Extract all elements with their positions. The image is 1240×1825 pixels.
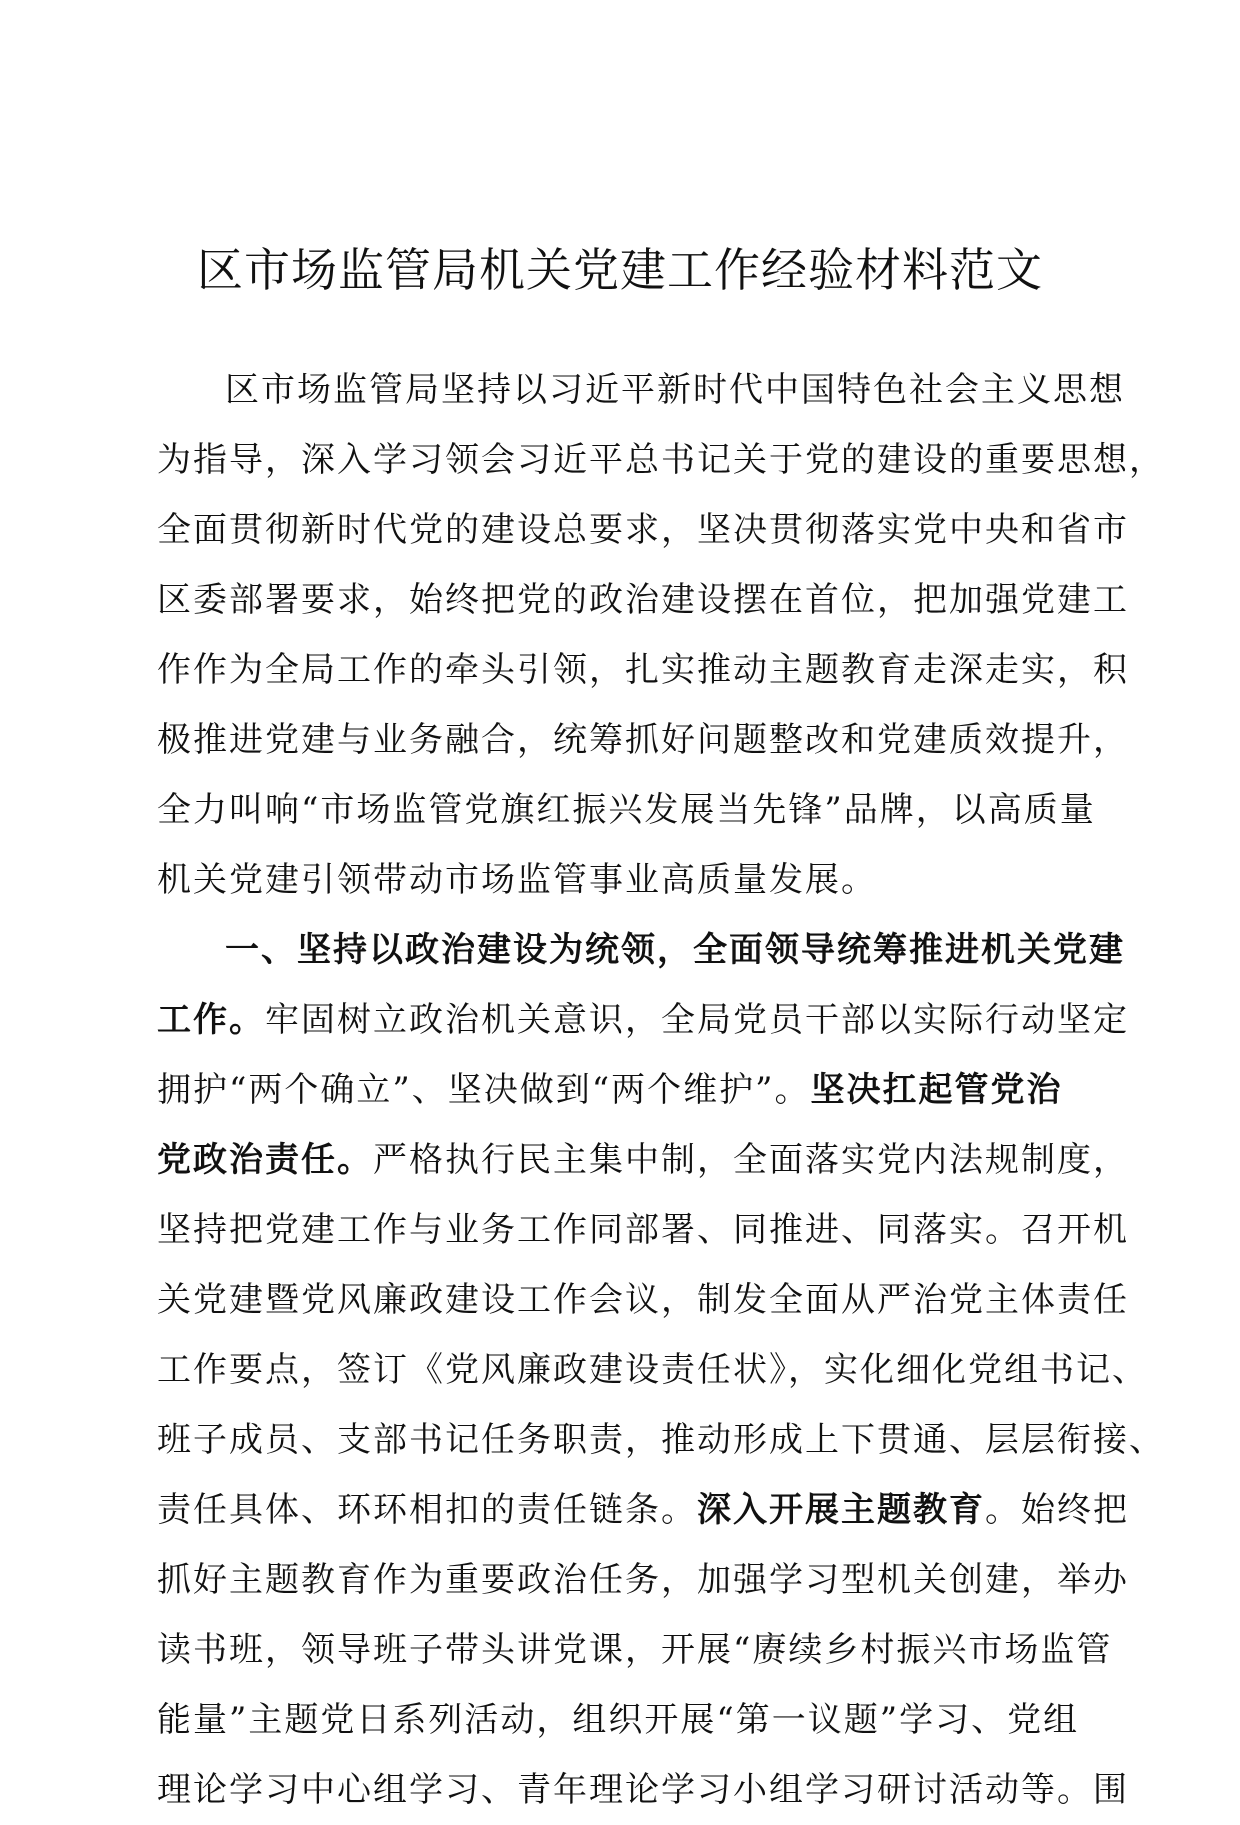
paragraph-line: 作作为全局工作的牵头引领，扎实推动主题教育走深走实，积 bbox=[157, 650, 1129, 690]
section-heading-end: 工作。 bbox=[157, 1000, 265, 1040]
bold-lead: 坚决扛起管党治 bbox=[810, 1070, 1063, 1110]
section-heading: 一、坚持以政治建设为统领，全面领导统筹推进机关党建 bbox=[225, 930, 1125, 970]
paragraph-text: 牢固树立政治机关意识，全局党员干部以实际行动坚定 bbox=[265, 1000, 1129, 1040]
paragraph-line bbox=[157, 1475, 1129, 1545]
paragraph-text: 责任具体、环环相扣的责任链条。 bbox=[157, 1490, 697, 1530]
paragraph-line: 读书班，领导班子带头讲党课，开展“赓续乡村振兴市场监管 bbox=[157, 1630, 1113, 1670]
paragraph-line: 能量”主题党日系列活动，组织开展“第一议题”学习、党组 bbox=[157, 1700, 1080, 1740]
paragraph-line bbox=[157, 1125, 1129, 1195]
paragraph-line: 抓好主题教育作为重要政治任务，加强学习型机关创建，举办 bbox=[157, 1560, 1129, 1600]
paragraph-line: 极推进党建与业务融合，统筹抓好问题整改和党建质效提升， bbox=[157, 720, 1129, 760]
paragraph-line: 班子成员、支部书记任务职责，推动形成上下贯通、层层衔接、 bbox=[157, 1420, 1165, 1460]
paragraph-line: 区委部署要求，始终把党的政治建设摆在首位，把加强党建工 bbox=[157, 580, 1129, 620]
paragraph-line bbox=[157, 1055, 1075, 1125]
bold-lead: 深入开展主题教育 bbox=[697, 1490, 985, 1530]
paragraph-text: 。始终把 bbox=[985, 1490, 1129, 1530]
paragraph-text: 严格执行民主集中制，全面落实党内法规制度， bbox=[373, 1140, 1129, 1180]
paragraph-line: 机关党建引领带动市场监管事业高质量发展。 bbox=[157, 860, 877, 900]
paragraph-line: 全力叫响“市场监管党旗红振兴发展当先锋”品牌，以高质量 bbox=[157, 790, 1096, 830]
paragraph-line: 坚持把党建工作与业务工作同部署、同推进、同落实。召开机 bbox=[157, 1210, 1129, 1250]
paragraph-line: 为指导，深入学习领会习近平总书记关于党的建设的重要思想， bbox=[157, 440, 1165, 480]
document-body bbox=[157, 355, 1165, 1825]
paragraph-line: 关党建暨党风廉政建设工作会议，制发全面从严治党主体责任 bbox=[157, 1280, 1129, 1320]
document-title: 区市场监管局机关党建工作经验材料范文 bbox=[197, 243, 1043, 297]
paragraph-line: 理论学习中心组学习、青年理论学习小组学习研讨活动等。围 bbox=[157, 1770, 1129, 1810]
paragraph-line: 全面贯彻新时代党的建设总要求，坚决贯彻落实党中央和省市 bbox=[157, 510, 1129, 550]
paragraph-line: 区市场监管局坚持以习近平新时代中国特色社会主义思想 bbox=[225, 370, 1125, 410]
paragraph-text: 拥护“两个确立”、坚决做到“两个维护”。 bbox=[157, 1070, 811, 1110]
paragraph-line: 工作要点，签订《党风廉政建设责任状》，实化细化党组书记、 bbox=[157, 1350, 1148, 1390]
paragraph-line bbox=[157, 985, 1129, 1055]
bold-lead: 党政治责任。 bbox=[157, 1140, 373, 1180]
